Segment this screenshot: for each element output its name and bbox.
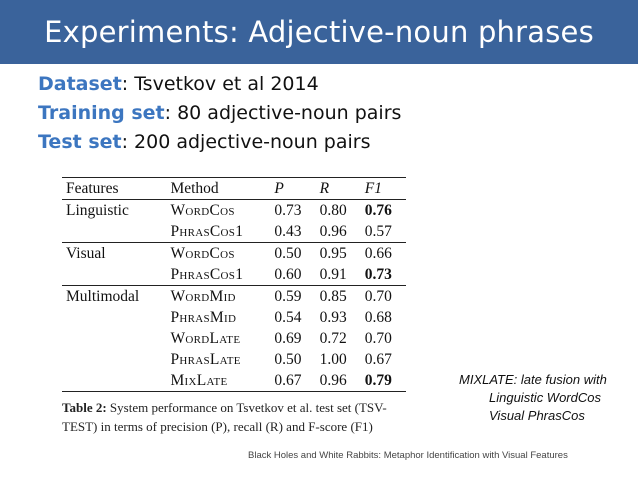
cell-features [62,264,166,286]
cell-f1: 0.76 [364,201,392,219]
table-row [62,286,406,308]
cell-precision: 0.69 [274,329,302,347]
header-recall: R [319,179,330,197]
results-table-figure [62,177,414,436]
cell-precision: 0.50 [274,350,302,368]
cell-precision: 0.60 [274,265,302,283]
cell-f1: 0.57 [364,222,392,240]
cell-recall: 0.85 [319,287,347,305]
table-header-row [62,178,406,200]
cell-recall: 0.72 [319,329,347,347]
cell-f1: 0.73 [364,265,392,283]
cell-recall: 0.80 [319,201,347,219]
cell-precision: 0.73 [274,201,302,219]
info-value: : 80 adjective-noun pairs [164,102,402,124]
cell-method: PhrasLate [170,350,241,368]
table-row [62,328,406,349]
cell-precision: 0.67 [274,371,302,389]
cell-recall: 0.96 [319,371,347,389]
cell-f1: 0.70 [364,287,392,305]
table-row [62,221,406,243]
info-line-test [38,128,401,157]
note-line: Linguistic WordCos [489,390,601,405]
cell-f1: 0.68 [364,308,392,326]
cell-f1: 0.70 [364,329,392,347]
cell-f1: 0.67 [364,350,392,368]
table-body [62,200,406,392]
cell-features [62,221,166,243]
note-line: Visual PhrasCos [489,408,585,423]
cell-precision: 0.54 [274,308,302,326]
cell-recall: 0.95 [319,244,347,262]
slide-footer: Black Holes and White Rabbits: Metaphor Identification with Visual Features [248,450,568,461]
cell-features [62,328,166,349]
table-row [62,307,406,328]
cell-method: WordMid [170,287,236,305]
table-row [62,370,406,392]
cell-method: WordCos [170,201,235,219]
info-key: Dataset [38,73,122,95]
info-key: Test set [38,131,122,153]
table-caption [62,398,408,436]
info-value: : 200 adjective-noun pairs [121,131,371,153]
cell-precision: 0.50 [274,244,302,262]
info-key: Training set [38,102,165,124]
cell-method: MixLate [170,371,228,389]
info-value: : Tsvetkov et al 2014 [121,73,319,95]
cell-features [62,349,166,370]
cell-method: PhrasCos1 [170,265,244,283]
table-row [62,200,406,222]
cell-precision: 0.43 [274,222,302,240]
cell-precision: 0.59 [274,287,302,305]
cell-features [62,370,166,392]
results-table [62,177,406,392]
caption-text: System performance on Tsvetkov et al. test set (TSV-TEST) in terms of precision (P), recall (R) and F-score (F1) [62,400,387,434]
cell-f1: 0.79 [364,371,392,389]
info-line-dataset [38,70,401,99]
cell-features [62,307,166,328]
header-method: Method [170,179,219,197]
dataset-info [38,70,401,157]
table-row [62,264,406,286]
table-row [62,349,406,370]
cell-features: Linguistic [66,201,129,219]
header-precision: P [274,179,284,197]
cell-features: Multimodal [66,287,140,305]
cell-features: Visual [66,244,106,262]
title-bar [0,0,638,64]
caption-label: Table 2: [62,400,107,415]
cell-method: PhrasMid [170,308,237,326]
cell-method: WordCos [170,244,235,262]
cell-recall: 0.93 [319,308,347,326]
cell-recall: 0.91 [319,265,347,283]
cell-method: WordLate [170,329,241,347]
cell-recall: 1.00 [319,350,347,368]
cell-f1: 0.66 [364,244,392,262]
header-features: Features [66,179,119,197]
table-row [62,243,406,265]
info-line-training [38,99,401,128]
cell-recall: 0.96 [319,222,347,240]
header-f1: F1 [364,179,382,197]
slide-title: Experiments: Adjective-noun phrases [44,15,594,49]
note-line: MIXLATE: late fusion with [459,372,607,387]
mixlate-note [459,371,607,425]
cell-method: PhrasCos1 [170,222,244,240]
